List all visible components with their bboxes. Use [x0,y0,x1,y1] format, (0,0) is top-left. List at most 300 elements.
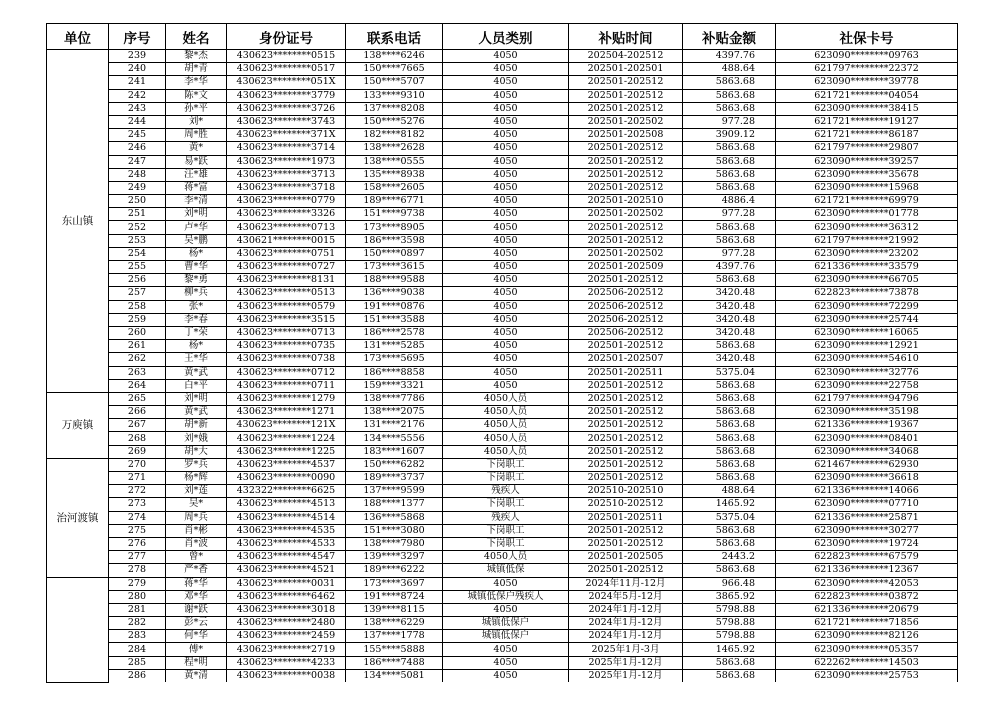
social-card-cell: 622823********03872 [776,590,958,603]
id-number-cell: 430623********4547 [227,551,346,564]
id-number-cell: 430623********0713 [227,326,346,339]
id-number-cell: 430623********4513 [227,498,346,511]
phone-cell: 137****1778 [346,630,443,643]
category-cell: 4050 [443,366,569,379]
id-number-cell: 430623********1279 [227,392,346,405]
amount-cell: 966.48 [683,577,776,590]
category-cell: 4050 [443,221,569,234]
table-row [47,485,958,498]
phone-cell: 138****7786 [346,392,443,405]
social-card-cell: 623090********36618 [776,472,958,485]
id-number-cell: 430623********4537 [227,458,346,471]
category-cell: 下岗职工 [443,458,569,471]
phone-cell: 151****9738 [346,208,443,221]
id-number-cell: 430623********0090 [227,472,346,485]
amount-cell: 5863.68 [683,419,776,432]
serial-cell: 269 [109,445,166,458]
amount-cell: 5863.68 [683,656,776,669]
category-cell: 4050 [443,247,569,260]
phone-cell: 150****5707 [346,76,443,89]
name-cell: 柳*兵 [166,287,227,300]
phone-cell: 173****3615 [346,261,443,274]
category-cell: 4050 [443,603,569,616]
amount-cell: 3909.12 [683,129,776,142]
unit-cell: 万庾镇 [47,392,109,458]
amount-cell: 977.28 [683,115,776,128]
period-cell: 202506-202512 [569,300,683,313]
amount-cell: 977.28 [683,208,776,221]
subsidy-table-container [46,23,957,683]
period-cell: 202501-202511 [569,511,683,524]
table-row [47,89,958,102]
phone-cell: 138****2628 [346,142,443,155]
id-number-cell: 430623********3713 [227,168,346,181]
period-cell: 202501-202512 [569,340,683,353]
social-card-cell: 623090********39257 [776,155,958,168]
table-row [47,458,958,471]
social-card-cell: 621336********25871 [776,511,958,524]
id-number-cell: 430623********2459 [227,630,346,643]
table-row [47,617,958,630]
id-number-cell: 430623********0713 [227,221,346,234]
period-cell: 2024年5月-12月 [569,590,683,603]
category-cell: 4050 [443,76,569,89]
table-row [47,181,958,194]
id-number-cell: 430623********3779 [227,89,346,102]
serial-cell: 278 [109,564,166,577]
id-number-cell: 430623********3718 [227,181,346,194]
id-number-cell: 430623********121X [227,419,346,432]
name-cell: 杨*辉 [166,472,227,485]
serial-cell: 280 [109,590,166,603]
phone-cell: 186****3598 [346,234,443,247]
social-card-cell: 623090********66705 [776,274,958,287]
serial-cell: 245 [109,129,166,142]
serial-cell: 244 [109,115,166,128]
id-number-cell: 430623********2480 [227,617,346,630]
phone-cell: 189****6771 [346,195,443,208]
phone-cell: 136****5868 [346,511,443,524]
category-cell: 4050 [443,115,569,128]
period-cell: 202501-202512 [569,392,683,405]
period-cell: 202501-202512 [569,537,683,550]
id-number-cell: 430623********0579 [227,300,346,313]
serial-cell: 240 [109,63,166,76]
id-number-cell: 430623********3743 [227,115,346,128]
period-cell: 202501-202511 [569,366,683,379]
id-number-cell: 430623********0738 [227,353,346,366]
social-card-cell: 621797********94796 [776,392,958,405]
social-card-cell: 623090********82126 [776,630,958,643]
period-cell: 202501-202512 [569,234,683,247]
phone-cell: 188****9588 [346,274,443,287]
phone-cell: 186****8858 [346,366,443,379]
table-row [47,656,958,669]
social-card-cell: 623090********19724 [776,537,958,550]
social-card-cell: 623090********16065 [776,326,958,339]
amount-cell: 5863.68 [683,340,776,353]
social-card-cell: 621336********19367 [776,419,958,432]
table-row [47,406,958,419]
period-cell: 202506-202512 [569,313,683,326]
id-number-cell: 430623********3018 [227,603,346,616]
id-number-cell: 430623********0711 [227,379,346,392]
amount-cell: 5863.68 [683,181,776,194]
id-number-cell: 430623********4514 [227,511,346,524]
amount-cell: 3865.92 [683,590,776,603]
amount-cell: 488.64 [683,485,776,498]
table-row [47,50,958,63]
period-cell: 202506-202512 [569,287,683,300]
category-cell: 4050 [443,195,569,208]
category-cell: 4050人员 [443,419,569,432]
phone-cell: 134****5081 [346,669,443,682]
period-cell: 202501-202507 [569,353,683,366]
period-cell: 202501-202512 [569,379,683,392]
id-number-cell: 430623********4521 [227,564,346,577]
amount-cell: 5375.04 [683,511,776,524]
social-card-cell: 621721********86187 [776,129,958,142]
category-cell: 城镇低保 [443,564,569,577]
period-cell: 202501-202502 [569,247,683,260]
period-cell: 202501-202512 [569,76,683,89]
phone-cell: 138****6246 [346,50,443,63]
subsidy-table [46,23,958,683]
phone-cell: 134****5556 [346,432,443,445]
serial-cell: 285 [109,656,166,669]
table-row [47,234,958,247]
category-cell: 城镇低保户残疾人 [443,590,569,603]
header-name: 姓名 [166,24,227,50]
id-number-cell: 430623********1973 [227,155,346,168]
serial-cell: 256 [109,274,166,287]
name-cell: 张* [166,300,227,313]
phone-cell: 188****1377 [346,498,443,511]
amount-cell: 5863.68 [683,274,776,287]
phone-cell: 182****8182 [346,129,443,142]
id-number-cell: 430623********6462 [227,590,346,603]
table-row [47,564,958,577]
table-row [47,353,958,366]
period-cell: 2024年11月-12月 [569,577,683,590]
table-row [47,168,958,181]
amount-cell: 5863.68 [683,142,776,155]
name-cell: 黄*清 [166,669,227,682]
unit-cell: 东山镇 [47,50,109,393]
amount-cell: 5863.68 [683,76,776,89]
social-card-cell: 621336********12367 [776,564,958,577]
amount-cell: 5863.68 [683,472,776,485]
id-number-cell: 430623********0751 [227,247,346,260]
amount-cell: 5863.68 [683,524,776,537]
category-cell: 4050人员 [443,406,569,419]
amount-cell: 4397.76 [683,50,776,63]
category-cell: 4050 [443,102,569,115]
table-row [47,577,958,590]
social-card-cell: 622823********67579 [776,551,958,564]
category-cell: 4050 [443,656,569,669]
serial-cell: 266 [109,406,166,419]
phone-cell: 150****5276 [346,115,443,128]
serial-cell: 253 [109,234,166,247]
category-cell: 4050 [443,142,569,155]
serial-cell: 252 [109,221,166,234]
category-cell: 4050 [443,353,569,366]
name-cell: 何*华 [166,630,227,643]
name-cell: 胡*青 [166,63,227,76]
amount-cell: 5375.04 [683,366,776,379]
social-card-cell: 623090********22758 [776,379,958,392]
phone-cell: 138****6229 [346,617,443,630]
amount-cell: 3420.48 [683,326,776,339]
amount-cell: 3420.48 [683,313,776,326]
period-cell: 202501-202512 [569,155,683,168]
name-cell: 黄*武 [166,406,227,419]
phone-cell: 186****2578 [346,326,443,339]
id-number-cell: 430623********0727 [227,261,346,274]
serial-cell: 274 [109,511,166,524]
serial-cell: 257 [109,287,166,300]
social-card-cell: 621336********20679 [776,603,958,616]
period-cell: 202501-202512 [569,458,683,471]
category-cell: 4050 [443,313,569,326]
id-number-cell: 430623********0515 [227,50,346,63]
id-number-cell: 430623********1271 [227,406,346,419]
name-cell: 卢*华 [166,221,227,234]
phone-cell: 133****9310 [346,89,443,102]
category-cell: 下岗职工 [443,524,569,537]
id-number-cell: 430623********1225 [227,445,346,458]
unit-cell: 治河渡镇 [47,458,109,577]
period-cell: 202501-202512 [569,168,683,181]
amount-cell: 488.64 [683,63,776,76]
phone-cell: 150****7665 [346,63,443,76]
phone-cell: 173****3697 [346,577,443,590]
social-card-cell: 621721********69979 [776,195,958,208]
amount-cell: 5863.68 [683,406,776,419]
id-number-cell: 430623********3726 [227,102,346,115]
table-row [47,392,958,405]
category-cell: 4050 [443,89,569,102]
phone-cell: 189****6222 [346,564,443,577]
period-cell: 202501-202512 [569,524,683,537]
table-row [47,313,958,326]
social-card-cell: 623090********32776 [776,366,958,379]
category-cell: 4050 [443,208,569,221]
id-number-cell: 430623********3515 [227,313,346,326]
name-cell: 白*平 [166,379,227,392]
amount-cell: 5798.88 [683,630,776,643]
id-number-cell: 430623********0779 [227,195,346,208]
name-cell: 杨* [166,247,227,260]
name-cell: 丁*荣 [166,326,227,339]
id-number-cell: 430623********0038 [227,669,346,682]
period-cell: 2025年1月-3月 [569,643,683,656]
category-cell: 4050 [443,577,569,590]
phone-cell: 137****9599 [346,485,443,498]
table-row [47,102,958,115]
social-card-cell: 623090********25753 [776,669,958,682]
table-row [47,445,958,458]
period-cell: 202501-202512 [569,445,683,458]
category-cell: 下岗职工 [443,498,569,511]
category-cell: 4050 [443,326,569,339]
amount-cell: 5863.68 [683,432,776,445]
id-number-cell: 430623********0031 [227,577,346,590]
name-cell: 傅* [166,643,227,656]
serial-cell: 281 [109,603,166,616]
amount-cell: 5863.68 [683,168,776,181]
id-number-cell: 430623********4533 [227,537,346,550]
serial-cell: 279 [109,577,166,590]
social-card-cell: 621721********71856 [776,617,958,630]
category-cell: 4050人员 [443,445,569,458]
category-cell: 城镇低保户 [443,617,569,630]
category-cell: 4050人员 [443,392,569,405]
table-row [47,419,958,432]
table-row [47,643,958,656]
table-row [47,63,958,76]
header-id-number: 身份证号 [227,24,346,50]
serial-cell: 258 [109,300,166,313]
category-cell: 4050 [443,340,569,353]
table-row [47,511,958,524]
social-card-cell: 623090********08401 [776,432,958,445]
phone-cell: 138****0555 [346,155,443,168]
phone-cell: 173****8905 [346,221,443,234]
name-cell: 李*春 [166,313,227,326]
category-cell: 4050 [443,181,569,194]
social-card-cell: 623090********35198 [776,406,958,419]
amount-cell: 5863.68 [683,89,776,102]
phone-cell: 186****7488 [346,656,443,669]
serial-cell: 270 [109,458,166,471]
id-number-cell: 430623********2719 [227,643,346,656]
period-cell: 2025年1月-12月 [569,656,683,669]
period-cell: 2024年1月-12月 [569,617,683,630]
phone-cell: 139****3297 [346,551,443,564]
serial-cell: 251 [109,208,166,221]
serial-cell: 261 [109,340,166,353]
period-cell: 2025年1月-12月 [569,669,683,682]
serial-cell: 284 [109,643,166,656]
amount-cell: 977.28 [683,247,776,260]
category-cell: 4050 [443,669,569,682]
social-card-cell: 621797********21992 [776,234,958,247]
table-row [47,537,958,550]
social-card-cell: 623090********30277 [776,524,958,537]
period-cell: 202501-202512 [569,102,683,115]
name-cell: 胡*大 [166,445,227,458]
id-number-cell: 430623********371X [227,129,346,142]
id-number-cell: 430623********0517 [227,63,346,76]
name-cell: 谢*跃 [166,603,227,616]
social-card-cell: 623090********09763 [776,50,958,63]
phone-cell: 189****3737 [346,472,443,485]
name-cell: 刘*娥 [166,432,227,445]
period-cell: 202501-202502 [569,115,683,128]
name-cell: 胡*新 [166,419,227,432]
social-card-cell: 621336********14066 [776,485,958,498]
social-card-cell: 621467********62930 [776,458,958,471]
phone-cell: 139****8115 [346,603,443,616]
social-card-cell: 623090********01778 [776,208,958,221]
serial-cell: 250 [109,195,166,208]
period-cell: 202501-202505 [569,551,683,564]
amount-cell: 5863.68 [683,234,776,247]
category-cell: 残疾人 [443,511,569,524]
name-cell: 易*跃 [166,155,227,168]
phone-cell: 136****9038 [346,287,443,300]
phone-cell: 138****7980 [346,537,443,550]
period-cell: 202501-202512 [569,142,683,155]
name-cell: 肖*波 [166,537,227,550]
table-row [47,195,958,208]
table-row [47,300,958,313]
serial-cell: 249 [109,181,166,194]
name-cell: 黄*武 [166,366,227,379]
phone-cell: 155****5888 [346,643,443,656]
phone-cell: 191****8724 [346,590,443,603]
social-card-cell: 623090********05357 [776,643,958,656]
amount-cell: 5863.68 [683,392,776,405]
table-row [47,142,958,155]
period-cell: 202501-202512 [569,406,683,419]
social-card-cell: 623090********36312 [776,221,958,234]
table-row [47,630,958,643]
name-cell: 周*兵 [166,511,227,524]
category-cell: 4050 [443,63,569,76]
serial-cell: 242 [109,89,166,102]
header-unit: 单位 [47,24,109,50]
period-cell: 202501-202501 [569,63,683,76]
social-card-cell: 623090********23202 [776,247,958,260]
name-cell: 李*华 [166,76,227,89]
social-card-cell: 621797********29807 [776,142,958,155]
serial-cell: 265 [109,392,166,405]
social-card-cell: 623090********39778 [776,76,958,89]
category-cell: 4050 [443,643,569,656]
serial-cell: 248 [109,168,166,181]
table-row [47,379,958,392]
period-cell: 202510-202512 [569,498,683,511]
table-row [47,274,958,287]
table-row [47,208,958,221]
table-row [47,221,958,234]
id-number-cell: 432322********6625 [227,485,346,498]
serial-cell: 247 [109,155,166,168]
header-subsidy-period: 补贴时间 [569,24,683,50]
amount-cell: 5863.68 [683,221,776,234]
serial-cell: 255 [109,261,166,274]
social-card-cell: 621336********33579 [776,261,958,274]
id-number-cell: 430623********3714 [227,142,346,155]
amount-cell: 3420.48 [683,353,776,366]
amount-cell: 1465.92 [683,498,776,511]
serial-cell: 268 [109,432,166,445]
phone-cell: 159****3321 [346,379,443,392]
category-cell: 4050 [443,234,569,247]
table-row [47,669,958,682]
phone-cell: 150****6282 [346,458,443,471]
amount-cell: 5863.68 [683,379,776,392]
phone-cell: 131****5285 [346,340,443,353]
serial-cell: 262 [109,353,166,366]
name-cell: 黎*杰 [166,50,227,63]
table-row [47,498,958,511]
table-row [47,603,958,616]
name-cell: 严*香 [166,564,227,577]
